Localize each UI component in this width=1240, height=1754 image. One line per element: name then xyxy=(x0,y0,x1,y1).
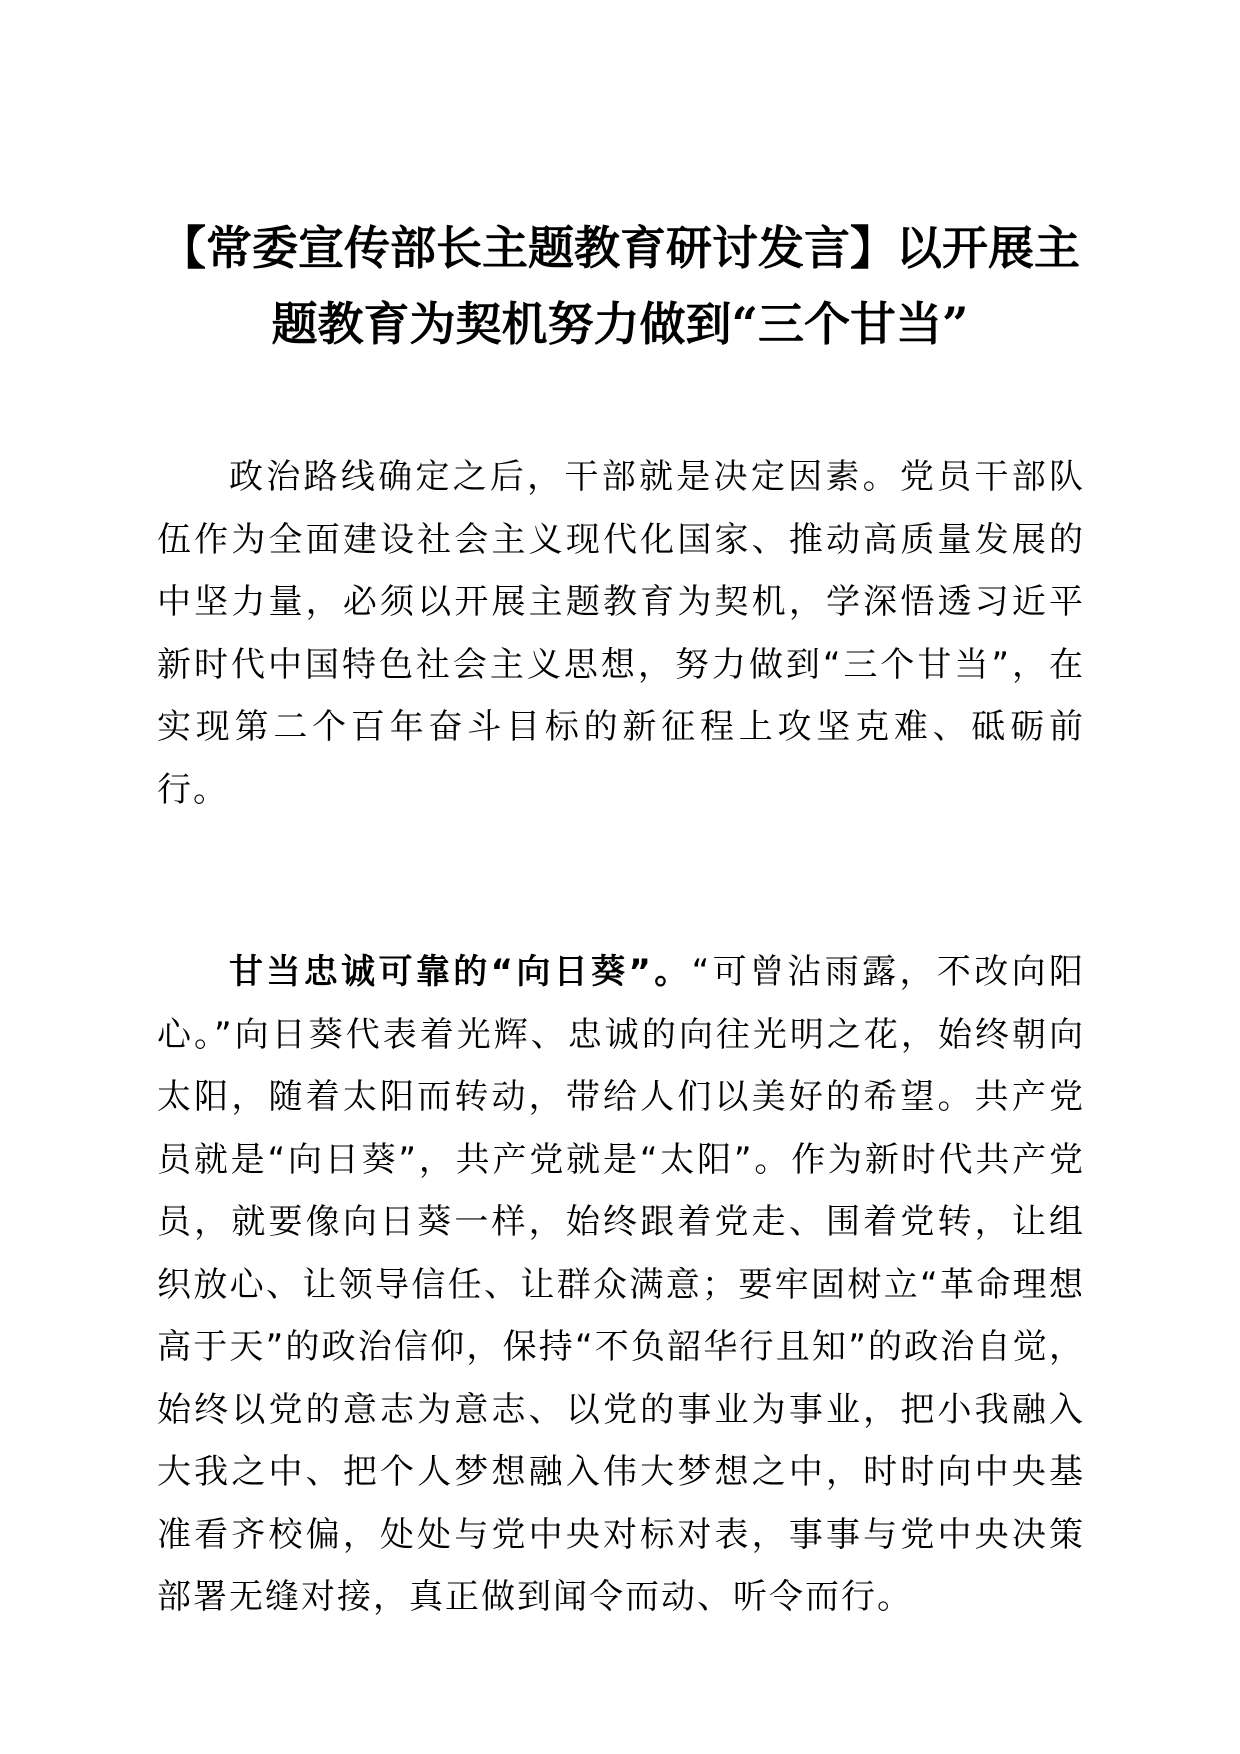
document-title: 【常委宣传部长主题教育研讨发言】以开展主题教育为契机努力做到“三个甘当” xyxy=(160,221,1080,351)
paragraph-sunflower-heading: 甘当忠诚可靠的“向日葵”。 xyxy=(229,952,692,992)
paragraph-intro-text: 政治路线确定之后，干部就是决定因素。党员干部队伍作为全面建设社会主义现代化国家、推动高质量发展的中坚力量，必须以开展主题教育为契机，学深悟透习近平新时代中国特色社会主义思想，努力做到“三个甘当”，在实现第二个百年奋斗目标的新征程上攻坚克难、砥砺前行。 xyxy=(157,457,1085,810)
paragraph-intro xyxy=(157,446,1085,821)
document-body xyxy=(157,446,1085,1629)
paragraph-sunflower xyxy=(157,941,1085,1629)
paragraph-sunflower-text: “可曾沾雨露，不改向阳心。”向日葵代表着光辉、忠诚的向往光明之花，始终朝向太阳，随着太阳而转动，带给人们以美好的希望。共产党员就是“向日葵”，共产党就是“太阳”。作为新时代共产党员，就要像向日葵一样，始终跟着党走、围着党转，让组织放心、让领导信任、让群众满意；要牢固树立“革命理想高于天”的政治信仰，保持“不负韶华行且知”的政治自觉，始终以党的意志为意志、以党的事业为事业，把小我融入大我之中、把个人梦想融入伟大梦想之中，时时向中央基准看齐校偏，处处与党中央对标对表，事事与党中央决策部署无缝对接，真正做到闻令而动、听令而行。 xyxy=(157,952,1085,1617)
